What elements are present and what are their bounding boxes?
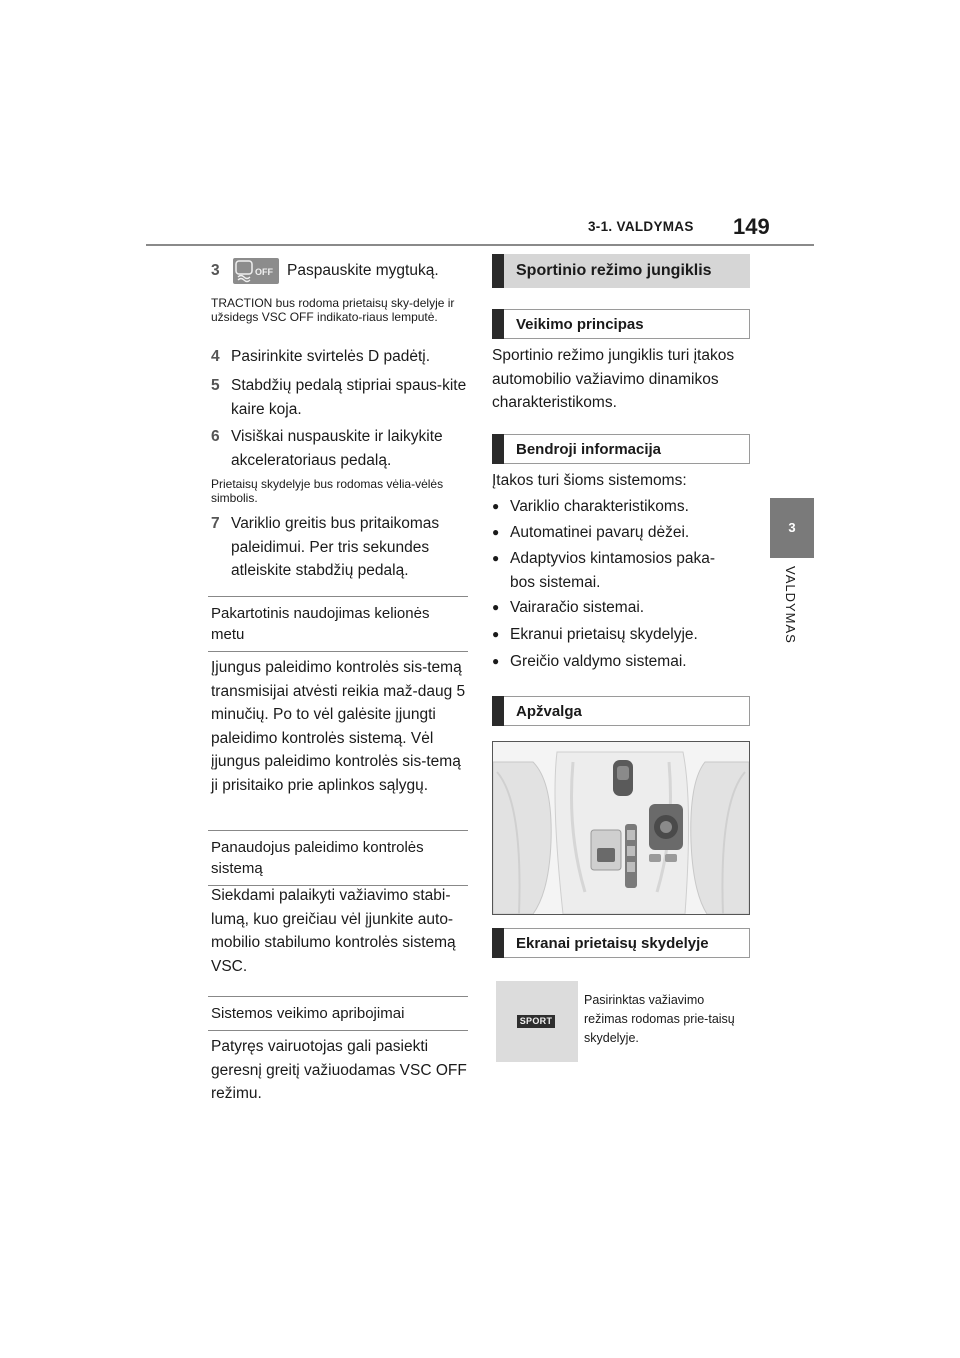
list-item-text: Automatinei pavarų dėžei. <box>510 524 690 541</box>
step-7-number: 7 <box>211 515 220 532</box>
sport-display-tile <box>496 981 578 1062</box>
list-item-text: Variklio charakteristikoms. <box>510 498 689 515</box>
paragraph-repeat-use: Įjungus paleidimo kontrolės sis-temą transmisijai atvėsti reikia maž-daug 5 minučių. Po to vėl galėsite įjungti paleidimo kontrolės sistemą. Vėl įjungus paleidimo kontrolės sis-temą ji prisitaiko prie aplinkos sąlygų. <box>211 659 466 794</box>
list-item-text: Adaptyvios kintamosios paka-bos sistemai. <box>510 550 716 591</box>
paragraph-limitations: Patyręs vairuotojas gali pasiekti geresnį greitį važiuodamas VSC OFF režimu. <box>211 1038 467 1102</box>
heading-marker <box>492 309 504 339</box>
main-heading <box>492 254 750 288</box>
step-3-number: 3 <box>211 262 220 280</box>
bullet-icon: ● <box>492 551 500 565</box>
list-item <box>492 495 752 521</box>
bullet-icon: ● <box>492 499 500 513</box>
subheading-after-use: Panaudojus paleidimo kontrolės sistemą <box>208 830 468 886</box>
header-divider <box>146 244 814 246</box>
bullet-icon: ● <box>492 654 500 668</box>
sport-caption: Pasirinktas važiavimo režimas rodomas prie-taisų skydelyje. <box>584 993 735 1045</box>
heading-instrument-displays <box>492 928 750 958</box>
heading-overview-text: Apžvalga <box>516 702 582 720</box>
step-5-text: Stabdžių pedalą stipriai spaus-kite kaire koja. <box>231 377 467 418</box>
paragraph-operating-principle: Sportinio režimo jungiklis turi įtakos automobilio važiavimo dinamikos charakteristikoms. <box>492 347 735 411</box>
heading-operating-principle-text: Veikimo principas <box>516 315 644 333</box>
list-item <box>492 521 752 547</box>
center-console-figure <box>492 741 750 915</box>
center-console-image <box>493 742 749 914</box>
heading-marker <box>492 696 504 726</box>
step-4 <box>211 345 469 369</box>
step-6-number: 6 <box>211 428 220 445</box>
heading-marker <box>492 434 504 464</box>
step-6-note: Prietaisų skydelyje bus rodomas vėlia-vėlės simbolis. <box>211 477 444 505</box>
list-item <box>492 596 752 623</box>
step-7 <box>211 512 469 583</box>
list-item <box>492 547 752 596</box>
heading-general-info <box>492 434 750 464</box>
heading-operating-principle <box>492 309 750 339</box>
sport-mode-label: SPORT <box>517 1015 555 1028</box>
chapter-label: VALDYMAS <box>783 566 798 644</box>
svg-text:OFF: OFF <box>255 267 273 277</box>
heading-marker <box>492 928 504 958</box>
heading-overview <box>492 696 750 726</box>
page-number: 149 <box>733 214 770 239</box>
step-7-text: Variklio greitis bus pritaikomas paleidimui. Per tris sekundes atleiskite stabdžių pedalą. <box>231 515 440 579</box>
list-item-text: Greičio valdymo sistemai. <box>510 653 687 670</box>
step-5 <box>211 374 469 421</box>
list-item-text: Vairaračio sistemai. <box>510 599 645 616</box>
step-4-number: 4 <box>211 348 220 365</box>
step-6-text: Visiškai nuspauskite ir laikykite akceleratoriaus pedalą. <box>231 428 443 469</box>
step-3-text: Paspauskite mygtuką. <box>287 262 439 280</box>
list-item-text: Ekranui prietaisų skydelyje. <box>510 626 698 643</box>
step-3-note: TRACTION bus rodoma prietaisų sky-delyje ir užsidegs VSC OFF indikato-riaus lemputė. <box>211 296 455 324</box>
step-6 <box>211 425 469 472</box>
main-heading-text: Sportinio režimo jungiklis <box>516 262 712 279</box>
chapter-tab: 3 <box>770 498 814 558</box>
paragraph-affected-systems: Įtakos turi šioms sistemoms: <box>492 472 687 489</box>
traction-off-button-icon <box>233 258 279 284</box>
heading-instrument-displays-text: Ekranai prietaisų skydelyje <box>516 934 709 952</box>
bullet-icon: ● <box>492 627 500 641</box>
paragraph-after-use: Siekdami palaikyti važiavimo stabi-lumą, kuo greičiau vėl įjunkite auto-mobilio stabilumo kontrolės sistemą VSC. <box>211 887 456 975</box>
list-item <box>492 623 752 650</box>
subheading-limitations: Sistemos veikimo apribojimai <box>208 996 468 1031</box>
bullet-icon: ● <box>492 600 500 614</box>
bullet-icon: ● <box>492 525 500 539</box>
bullet-list <box>492 495 752 676</box>
step-4-text: Pasirinkite svirtelės D padėtį. <box>231 348 430 365</box>
heading-marker <box>492 254 504 288</box>
step-3 <box>211 258 471 284</box>
list-item <box>492 650 752 676</box>
step-5-number: 5 <box>211 377 220 394</box>
section-title: 3-1. VALDYMAS <box>588 219 694 234</box>
subheading-repeat-use: Pakartotinis naudojimas kelionės metu <box>208 596 468 652</box>
heading-general-info-text: Bendroji informacija <box>516 440 662 458</box>
